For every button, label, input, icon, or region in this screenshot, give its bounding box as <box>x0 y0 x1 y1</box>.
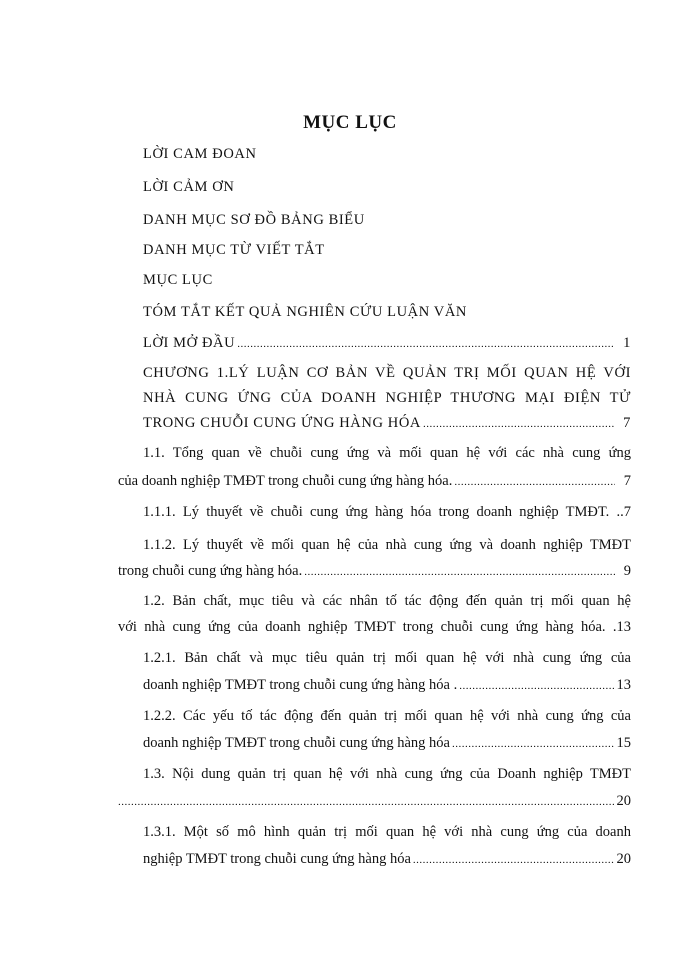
toc-chapter1-line3[interactable] <box>143 413 631 434</box>
toc-entry-tom-tat[interactable]: TÓM TẮT KẾT QUẢ NGHIÊN CỨU LUẬN VĂN <box>143 304 467 320</box>
toc-entry-label: nghiệp TMĐT trong chuỗi cung ứng hàng hóa <box>143 851 411 867</box>
toc-section-1-1-1[interactable]: 1.1.1. Lý thuyết về chuỗi cung ứng hàng hóa trong doanh nghiệp TMĐT. ..7 <box>143 504 631 520</box>
toc-section-1-3-1-line2[interactable] <box>143 849 631 870</box>
page-number: 1 <box>623 335 631 351</box>
page-number: 20 <box>616 851 631 867</box>
toc-section-1-1-2-line2[interactable] <box>118 561 631 582</box>
dot-leader <box>454 472 615 492</box>
dot-leader <box>452 734 615 754</box>
toc-entry-loi-cam-on[interactable]: LỜI CẢM ƠN <box>143 179 235 195</box>
toc-section-1-2-2-line1[interactable]: 1.2.2. Các yếu tố tác động đến quản trị mối quan hệ với nhà cung ứng của <box>143 708 631 724</box>
toc-entry-label: LỜI MỞ ĐẦU <box>143 335 236 351</box>
toc-section-1-3-line2[interactable] <box>118 791 631 812</box>
toc-entry-loi-cam-doan[interactable]: LỜI CAM ĐOAN <box>143 146 257 162</box>
page-number: 7 <box>623 415 631 431</box>
toc-section-1-2-1-line1[interactable]: 1.2.1. Bản chất và mục tiêu quản trị mối quan hệ với nhà cung ứng của <box>143 650 631 666</box>
toc-entry-loi-mo-dau[interactable] <box>143 333 631 354</box>
toc-section-1-1-line2[interactable] <box>118 471 631 492</box>
dot-leader <box>413 850 615 870</box>
page-number: 7 <box>623 473 631 489</box>
toc-entry-label: TRONG CHUỖI CUNG ỨNG HÀNG HÓA <box>143 415 421 431</box>
dot-leader <box>423 414 615 434</box>
page-number: 9 <box>623 563 631 579</box>
toc-entry-label: trong chuỗi cung ứng hàng hóa. <box>118 563 303 579</box>
toc-section-1-1-line1[interactable]: 1.1. Tổng quan về chuỗi cung ứng và mối quan hệ với các nhà cung ứng <box>143 445 631 461</box>
toc-section-1-3-1-line1[interactable]: 1.3.1. Một số mô hình quản trị mối quan hệ với nhà cung ứng của doanh <box>143 824 631 840</box>
dot-leader <box>118 792 615 812</box>
toc-section-1-2-2-line2[interactable] <box>143 733 631 754</box>
toc-section-1-3-line1[interactable]: 1.3. Nội dung quản trị quan hệ với nhà cung ứng của Doanh nghiệp TMĐT <box>143 766 631 782</box>
page-number: 13 <box>616 677 631 693</box>
toc-chapter1-line2[interactable]: NHÀ CUNG ỨNG CỦA DOANH NGHIỆP THƯƠNG MẠI ĐIỆN TỬ <box>143 390 631 406</box>
toc-section-1-2-line2[interactable]: với nhà cung ứng của doanh nghiệp TMĐT trong chuỗi cung ứng hàng hóa. .13 <box>118 619 631 635</box>
dot-leader <box>459 676 614 696</box>
toc-section-1-1-2-line1[interactable]: 1.1.2. Lý thuyết về mối quan hệ của nhà cung ứng và doanh nghiệp TMĐT <box>143 537 631 553</box>
page-title: MỤC LỤC <box>303 112 397 133</box>
toc-entry-label: doanh nghiệp TMĐT trong chuỗi cung ứng hàng hóa . <box>143 677 458 693</box>
toc-entry-danh-muc-so-do[interactable]: DANH MỤC SƠ ĐỒ BẢNG BIỂU <box>143 212 365 228</box>
page-number: 20 <box>616 793 631 809</box>
toc-section-1-2-1-line2[interactable] <box>143 675 631 696</box>
toc-entry-label: của doanh nghiệp TMĐT trong chuỗi cung ứng hàng hóa. <box>118 473 453 489</box>
dot-leader <box>304 562 615 582</box>
page-number: 15 <box>616 735 631 751</box>
toc-entry-label: doanh nghiệp TMĐT trong chuỗi cung ứng hàng hóa <box>143 735 450 751</box>
toc-section-1-2-line1[interactable]: 1.2. Bản chất, mục tiêu và các nhân tố tác động đến quản trị mối quan hệ <box>143 593 631 609</box>
toc-entry-muc-luc[interactable]: MỤC LỤC <box>143 272 213 288</box>
dot-leader <box>237 334 615 354</box>
toc-entry-danh-muc-tu-viet-tat[interactable]: DANH MỤC TỪ VIẾT TẮT <box>143 242 325 258</box>
toc-chapter1-line1[interactable]: CHƯƠNG 1.LÝ LUẬN CƠ BẢN VỀ QUẢN TRỊ MỐI QUAN HỆ VỚI <box>143 365 631 381</box>
